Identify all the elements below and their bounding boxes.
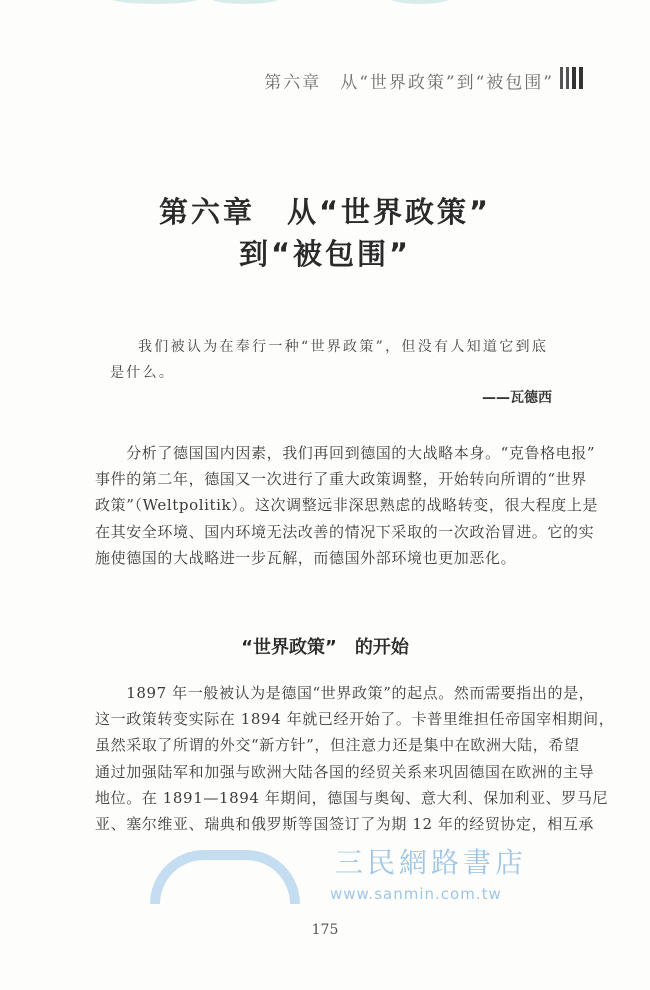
text-line: 亚、塞尔维亚、瑞典和俄罗斯等国签订了为期 12 年的经贸协定，相互承 [95,815,595,834]
epigraph-line: 是什么。 [110,365,176,381]
watermark [150,846,530,910]
running-header: 第六章 从“世界政策”到“被包围” [264,73,554,93]
scan-artifact [210,0,280,4]
text-line: 虽然采取了所谓的外交“新方针”，但注意力还是集中在欧洲大陆，希望 [95,736,580,755]
text-line: 在其安全环境、国内环境无法改善的情况下采取的一次政治冒进。它的实 [95,522,595,541]
text-line: 1897 年一般被认为是德国“世界政策”的起点。然而需要指出的是， [95,684,595,702]
section-paragraph [95,680,615,837]
text-line: 政策”（Weltpolitik）。这次调整远非深思熟虑的战略转变，很大程度上是 [95,496,599,515]
chapter-title-line-2: 到“被包围” [238,237,412,271]
text-line: 地位。在 1891—1894 年期间，德国与奥匈、意大利、保加利亚、罗马尼 [95,788,609,807]
watermark-name: 三民網路書店 [335,846,528,879]
text-line: 事件的第二年，德国又一次进行了重大政策调整，开始转向所谓的“世界 [95,470,587,489]
text-line: 施使德国的大战略进一步瓦解，而德国外部环境也更加恶化。 [95,548,517,567]
header-bars-ornament [560,67,583,89]
scan-artifact [110,0,200,4]
page-number: 175 [311,922,339,938]
watermark-logo-icon [150,850,300,904]
epigraph-line: 我们被认为在奉行一种“世界政策”，但没有人知道它到底 [138,339,549,355]
text-line: 这一政策转变实际在 1894 年就已经开始了。卡普里维担任帝国宰相期间， [95,710,615,729]
text-line: 分析了德国国内因素，我们再回到德国的大战略本身。“克鲁格电报” [95,444,596,462]
scan-artifact [390,0,450,4]
intro-paragraph [95,440,599,571]
epigraph-attribution: ——瓦德西 [482,390,552,406]
text-line: 通过加强陆军和加强与欧洲大陆各国的经贸关系来巩固德国在欧洲的主导 [95,762,595,781]
chapter-title-line-1: 第六章 从“世界政策” [158,195,492,229]
watermark-url: www.sanmin.com.tw [330,885,502,903]
section-heading: “世界政策” 的开始 [241,637,409,658]
epigraph [110,334,550,386]
